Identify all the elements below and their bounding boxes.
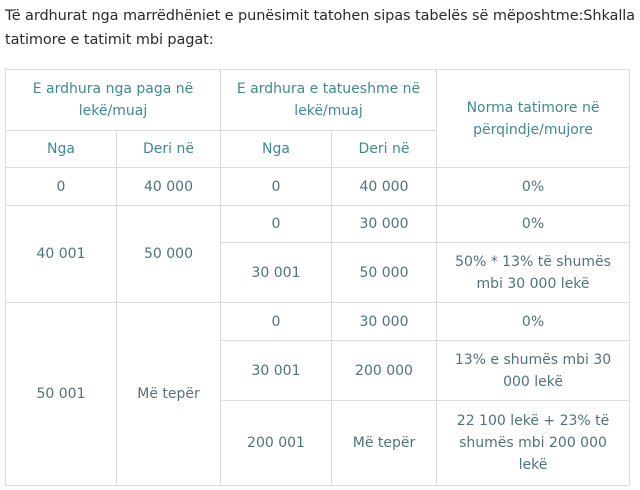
table-row bbox=[6, 303, 630, 341]
income-from-cell: 50 001 bbox=[6, 303, 117, 486]
rate-cell: 22 100 lekë + 23% të shumës mbi 200 000 lekë bbox=[437, 401, 630, 486]
intro-paragraph: Të ardhurat nga marrëdhëniet e punësimit tatohen sipas tabelës së mëposhtme:Shkalla tatimore e tatimit mbi pagat: bbox=[5, 8, 635, 48]
table-row bbox=[6, 206, 630, 243]
taxable-from-cell: 200 001 bbox=[221, 401, 332, 486]
income-to-cell: 50 000 bbox=[117, 206, 221, 303]
taxable-from-cell: 30 001 bbox=[221, 243, 332, 303]
taxable-from-cell: 0 bbox=[221, 303, 332, 341]
header-taxable-from: Nga bbox=[221, 131, 332, 168]
taxable-to-cell: 40 000 bbox=[332, 168, 437, 206]
rate-cell: 0% bbox=[437, 303, 630, 341]
income-to-cell: Më tepër bbox=[117, 303, 221, 486]
taxable-to-cell: 30 000 bbox=[332, 206, 437, 243]
income-to-cell: 40 000 bbox=[117, 168, 221, 206]
header-income-group: E ardhura nga paga në lekë/muaj bbox=[6, 70, 221, 131]
header-row-group bbox=[6, 70, 630, 131]
header-taxable-group: E ardhura e tatueshme në lekë/muaj bbox=[221, 70, 437, 131]
rate-cell: 13% e shumës mbi 30 000 lekë bbox=[437, 341, 630, 401]
header-tax-rate: Norma tatimore në përqindje/mujore bbox=[437, 70, 630, 168]
taxable-to-cell: 30 000 bbox=[332, 303, 437, 341]
taxable-to-cell: Më tepër bbox=[332, 401, 437, 486]
taxable-from-cell: 30 001 bbox=[221, 341, 332, 401]
header-taxable-to: Deri në bbox=[332, 131, 437, 168]
header-income-to: Deri në bbox=[117, 131, 221, 168]
income-from-cell: 40 001 bbox=[6, 206, 117, 303]
income-from-cell: 0 bbox=[6, 168, 117, 206]
taxable-to-cell: 50 000 bbox=[332, 243, 437, 303]
header-income-from: Nga bbox=[6, 131, 117, 168]
taxable-to-cell: 200 000 bbox=[332, 341, 437, 401]
tax-bracket-table bbox=[5, 69, 630, 486]
taxable-from-cell: 0 bbox=[221, 206, 332, 243]
taxable-from-cell: 0 bbox=[221, 168, 332, 206]
rate-cell: 50% * 13% të shumës mbi 30 000 lekë bbox=[437, 243, 630, 303]
rate-cell: 0% bbox=[437, 206, 630, 243]
rate-cell: 0% bbox=[437, 168, 630, 206]
table-row bbox=[6, 168, 630, 206]
